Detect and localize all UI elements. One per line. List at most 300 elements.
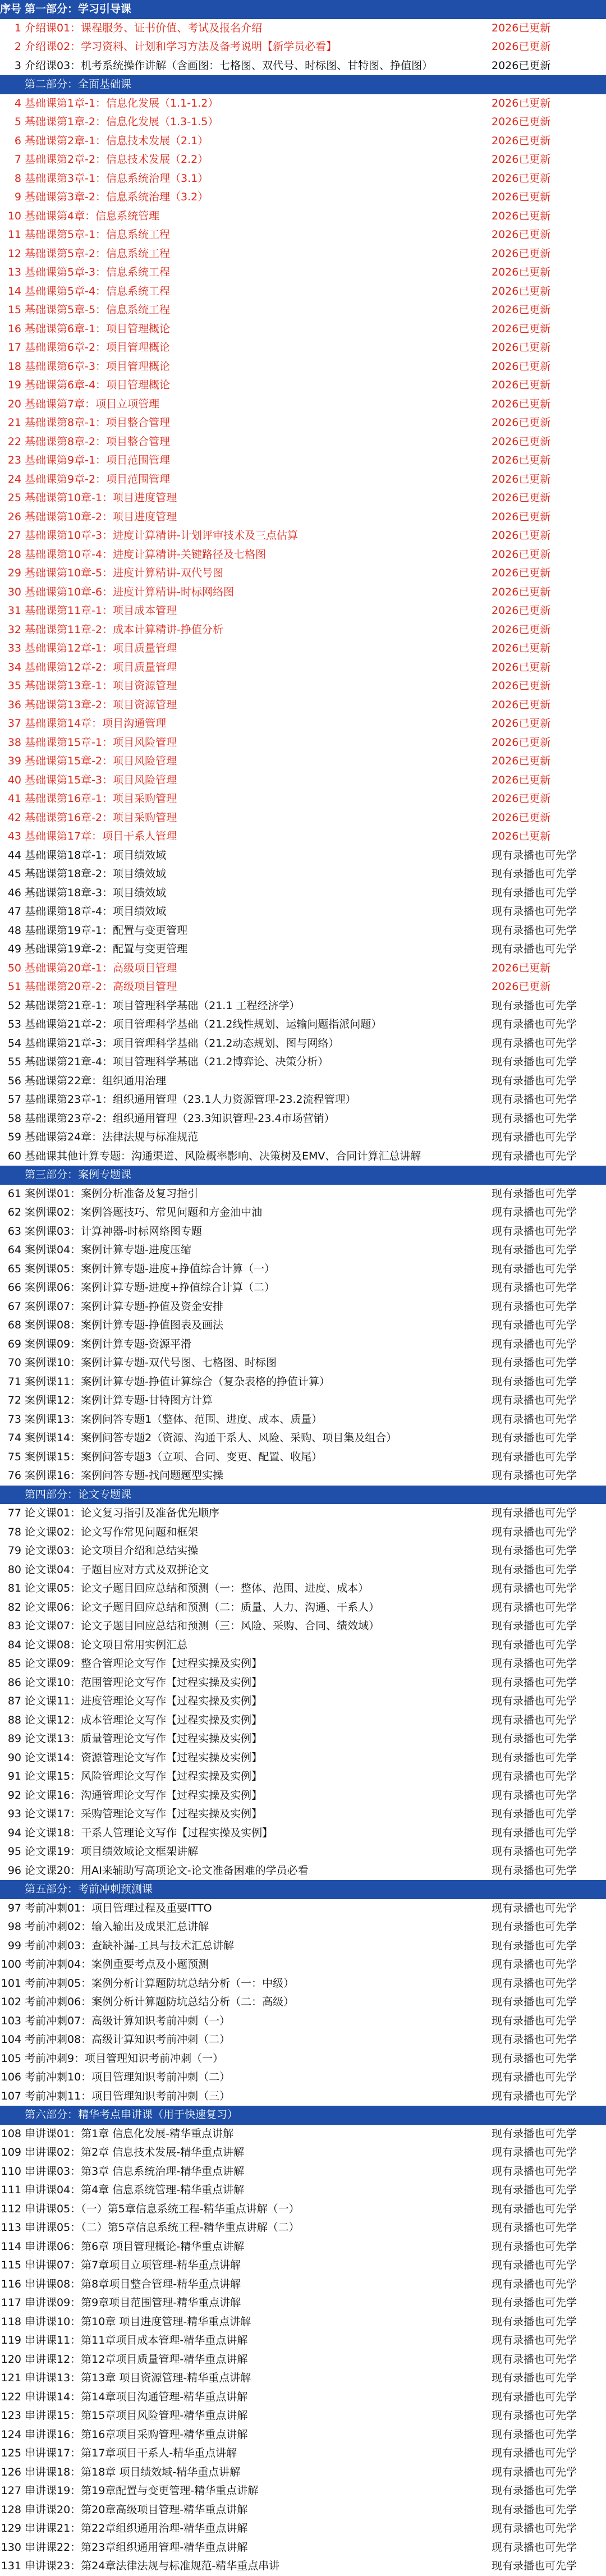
- update-status: 现有录播也可先学: [492, 1770, 577, 1782]
- table-row: [0, 38, 606, 57]
- update-status: 现有录播也可先学: [492, 2522, 577, 2534]
- table-row: [0, 564, 606, 583]
- section-status-spacer: [488, 2106, 606, 2125]
- row-number: 10: [7, 209, 21, 222]
- update-status: 2026已更新: [492, 661, 551, 673]
- row-number: 22: [7, 435, 21, 448]
- course-title: 串讲课05：（一）第5章信息系统工程-精华重点讲解（一）: [25, 2202, 300, 2215]
- row-number: 60: [7, 1149, 21, 1162]
- course-title: 串讲课05：（二）第5章信息系统工程-精华重点讲解（二）: [25, 2221, 300, 2234]
- course-title: 案例课11：案例计算专题-挣值计算综合（复杂表格的挣值计算）: [25, 1375, 330, 1388]
- table-row: [0, 1974, 606, 1993]
- update-status: 现有录播也可先学: [492, 943, 577, 955]
- row-number: 125: [1, 2447, 21, 2459]
- update-status: 2026已更新: [492, 454, 551, 466]
- table-row: [0, 2313, 606, 2332]
- course-title: 案例课09：案例计算专题-资源平滑: [25, 1337, 192, 1350]
- course-title: 基础课第16章-2：项目采购管理: [25, 811, 177, 824]
- table-row: [0, 1072, 606, 1091]
- course-title: 串讲课21：第22章组织通用治理-精华重点讲解: [25, 2522, 248, 2534]
- course-title: 串讲课23：第24章法律法规与标准规范-精华重点串讲: [25, 2560, 280, 2572]
- row-number: 76: [7, 1469, 21, 1482]
- row-number: 63: [7, 1225, 21, 1237]
- section-header: [0, 1166, 606, 1185]
- row-number: 32: [7, 623, 21, 636]
- table-row: [0, 1110, 606, 1129]
- table-row: [0, 1298, 606, 1317]
- row-number: 108: [1, 2127, 21, 2140]
- course-title: 基础课第21章-1：项目管理科学基础（21.1 工程经济学）: [25, 999, 300, 1012]
- section-title: 第四部分：论文专题课: [25, 1488, 132, 1501]
- course-title: 基础课第2章-1：信息技术发展（2.1）: [25, 134, 209, 147]
- course-title: 基础课第9章-2：项目范围管理: [25, 473, 171, 485]
- course-title: 串讲课19：第19章配置与变更管理-精华重点讲解: [25, 2485, 259, 2497]
- row-number: 105: [1, 2052, 21, 2065]
- update-status: 现有录播也可先学: [492, 1676, 577, 1689]
- update-status: 现有录播也可先学: [492, 2315, 577, 2328]
- row-number: 85: [7, 1657, 21, 1670]
- row-number: 102: [1, 1996, 21, 2008]
- update-status: 2026已更新: [492, 59, 551, 72]
- course-title: 考前冲刺06：案例分析计算题防坑总结分析（二：高级）: [25, 1996, 295, 2008]
- update-status: 2026已更新: [492, 773, 551, 786]
- course-title: 串讲课22：第23章组织通用管理-精华重点讲解: [25, 2541, 248, 2554]
- table-row: [0, 1899, 606, 1918]
- row-number: 116: [1, 2277, 21, 2290]
- table-row: [0, 2501, 606, 2520]
- course-title: 考前冲刺08：高级计算知识考前冲刺（二）: [25, 2033, 231, 2046]
- course-title: 基础课第21章-3：项目管理科学基础（21.2动态规划、图与网络）: [25, 1037, 339, 1049]
- update-status: 2026已更新: [492, 755, 551, 767]
- update-status: 现有录播也可先学: [492, 2334, 577, 2346]
- update-status: 现有录播也可先学: [492, 1920, 577, 1933]
- course-title: 案例课03：计算神器-时标网络图专题: [25, 1225, 203, 1237]
- table-row: [0, 207, 606, 226]
- row-number: 7: [14, 153, 21, 166]
- update-status: 现有录播也可先学: [492, 1300, 577, 1313]
- course-title: 串讲课08：第8章项目整合管理-精华重点讲解: [25, 2277, 241, 2290]
- update-status: 现有录播也可先学: [492, 1657, 577, 1670]
- table-row: [0, 2238, 606, 2257]
- course-title: 基础课第21章-2：项目管理科学基础（21.2线性规划、运输问题指派问题）: [25, 1018, 382, 1030]
- table-row: [0, 2331, 606, 2350]
- section-title: 第三部分：案例专题课: [25, 1168, 132, 1181]
- update-status: 2026已更新: [492, 698, 551, 711]
- table-row: [0, 2463, 606, 2482]
- row-number: 16: [7, 322, 21, 335]
- course-title: 基础课第5章-2：信息系统工程: [25, 247, 171, 260]
- course-title: 论文课10：范围管理论文写作【过程实操及实例】: [25, 1676, 263, 1689]
- course-title: 基础课第5章-5：信息系统工程: [25, 304, 171, 316]
- update-status: 现有录播也可先学: [492, 1356, 577, 1369]
- update-status: 2026已更新: [492, 285, 551, 297]
- course-title: 案例课10：案例计算专题-双代号图、七格图、时标图: [25, 1356, 277, 1369]
- update-status: 现有录播也可先学: [492, 1638, 577, 1651]
- update-status: 现有录播也可先学: [492, 1469, 577, 1482]
- update-status: 现有录播也可先学: [492, 2127, 577, 2140]
- table-row: [0, 433, 606, 452]
- row-number: 13: [7, 266, 21, 278]
- table-row: [0, 169, 606, 189]
- update-status: 现有录播也可先学: [492, 2089, 577, 2102]
- row-number: 8: [14, 172, 21, 185]
- row-number: 99: [7, 1939, 21, 1952]
- update-status: 现有录播也可先学: [492, 924, 577, 937]
- row-number: 37: [7, 717, 21, 730]
- row-number: 40: [7, 773, 21, 786]
- update-status: 2026已更新: [492, 341, 551, 354]
- course-title: 考前冲刺10：项目管理知识考前冲刺（二）: [25, 2071, 231, 2083]
- update-status: 2026已更新: [492, 134, 551, 147]
- table-row: [0, 2350, 606, 2369]
- update-status: 2026已更新: [492, 153, 551, 166]
- course-title: 基础课第20章-1：高级项目管理: [25, 961, 177, 974]
- course-title: 串讲课20：第20章高级项目管理-精华重点讲解: [25, 2503, 248, 2516]
- update-status: 2026已更新: [492, 830, 551, 842]
- row-number: 115: [1, 2259, 21, 2271]
- update-status: 2026已更新: [492, 397, 551, 410]
- update-status: 现有录播也可先学: [492, 1751, 577, 1764]
- row-number: 65: [7, 1262, 21, 1275]
- update-status: 2026已更新: [492, 322, 551, 335]
- update-status: 2026已更新: [492, 492, 551, 504]
- section-title: 第六部分：精华考点串讲课（用于快速复习）: [25, 2109, 238, 2121]
- row-number: 121: [1, 2372, 21, 2384]
- row-number: 109: [1, 2146, 21, 2158]
- row-number: 87: [7, 1695, 21, 1707]
- row-number: 20: [7, 397, 21, 410]
- course-title: 串讲课18：第18章 项目绩效域-精华重点讲解: [25, 2465, 241, 2478]
- course-title: 基础课第1章-2：信息化发展（1.3-1.5）: [25, 116, 219, 128]
- table-row: [0, 2143, 606, 2162]
- update-status: 现有录播也可先学: [492, 2297, 577, 2309]
- update-status: 现有录播也可先学: [492, 2184, 577, 2196]
- row-number: 84: [7, 1638, 21, 1651]
- table-row: [0, 282, 606, 301]
- table-row: [0, 1147, 606, 1166]
- row-number: 59: [7, 1131, 21, 1143]
- course-title: 基础课第14章：项目沟通管理: [25, 717, 167, 730]
- section-num-spacer: [0, 1486, 25, 1505]
- table-row: [0, 1260, 606, 1279]
- course-title: 案例课06：案例计算专题-进度+挣值综合计算（二）: [25, 1281, 275, 1294]
- course-title: 基础课第21章-4：项目管理科学基础（21.2博弈论、决策分析）: [25, 1056, 329, 1068]
- update-status: 现有录播也可先学: [492, 1187, 577, 1200]
- course-title: 串讲课11：第11章项目成本管理-精华重点讲解: [25, 2334, 248, 2346]
- row-number: 93: [7, 1808, 21, 1820]
- row-number: 44: [7, 849, 21, 861]
- course-title: 基础课第10章-1：项目进度管理: [25, 492, 177, 504]
- table-row: [0, 1090, 606, 1110]
- table-row: [0, 583, 606, 602]
- course-title: 串讲课04：第4章 信息系统管理-精华重点讲解: [25, 2184, 245, 2196]
- update-status: 现有录播也可先学: [492, 1018, 577, 1030]
- course-title: 基础课第3章-1：信息系统治理（3.1）: [25, 172, 209, 185]
- update-status: 现有录播也可先学: [492, 2353, 577, 2366]
- section-num-spacer: [0, 1880, 25, 1899]
- update-status: 现有录播也可先学: [492, 1450, 577, 1463]
- course-title: 基础课第5章-1：信息系统工程: [25, 228, 171, 241]
- section-status-spacer: [488, 1880, 606, 1899]
- course-title: 基础课第13章-1：项目资源管理: [25, 680, 177, 692]
- row-number: 128: [1, 2503, 21, 2516]
- update-status: 现有录播也可先学: [492, 1056, 577, 1068]
- course-title: 基础课第22章：组织通用治理: [25, 1074, 167, 1087]
- table-row: [0, 1542, 606, 1561]
- update-status: 2026已更新: [492, 379, 551, 391]
- row-number: 83: [7, 1620, 21, 1632]
- row-number: 48: [7, 924, 21, 937]
- course-title: 基础课第12章-2：项目质量管理: [25, 661, 177, 673]
- table-row: [0, 1354, 606, 1373]
- row-number: 80: [7, 1563, 21, 1576]
- section-num-spacer: [0, 75, 25, 94]
- table-row: [0, 1993, 606, 2012]
- row-number: 68: [7, 1319, 21, 1331]
- update-status: 现有录播也可先学: [492, 1413, 577, 1425]
- course-title: 论文课13：质量管理论文写作【过程实操及实例】: [25, 1732, 263, 1745]
- table-row: [0, 357, 606, 377]
- update-status: 2026已更新: [492, 529, 551, 542]
- table-row: [0, 602, 606, 621]
- update-status: 2026已更新: [492, 209, 551, 222]
- table-row: [0, 1561, 606, 1580]
- row-number: 98: [7, 1920, 21, 1933]
- table-row: [0, 150, 606, 169]
- row-number: 15: [7, 304, 21, 316]
- row-number: 24: [7, 473, 21, 485]
- update-status: 现有录播也可先学: [492, 2560, 577, 2572]
- update-status: 2026已更新: [492, 304, 551, 316]
- table-row: [0, 1692, 606, 1711]
- table-row: [0, 771, 606, 790]
- table-row: [0, 2275, 606, 2294]
- row-number: 104: [1, 2033, 21, 2046]
- row-number: 86: [7, 1676, 21, 1689]
- update-status: 现有录播也可先学: [492, 1864, 577, 1877]
- table-row: [0, 1955, 606, 1974]
- course-title: 案例课15：案例问答专题3（立项、合同、变更、配置、收尾）: [25, 1450, 323, 1463]
- update-status: 现有录播也可先学: [492, 2503, 577, 2516]
- row-number: 14: [7, 285, 21, 297]
- table-row: [0, 997, 606, 1016]
- course-title: 案例课16：案例问答专题-找问题题型实操: [25, 1469, 224, 1482]
- course-title: 论文课03：论文项目介绍和总结实操: [25, 1544, 199, 1557]
- course-title: 串讲课16：第16章项目采购管理-精华重点讲解: [25, 2428, 248, 2441]
- row-number: 31: [7, 604, 21, 617]
- row-number: 81: [7, 1582, 21, 1594]
- course-title: 论文课02：论文写作常见问题和框架: [25, 1525, 199, 1538]
- table-row: [0, 1711, 606, 1730]
- update-status: 2026已更新: [492, 40, 551, 53]
- table-row: [0, 1504, 606, 1523]
- update-status: 2026已更新: [492, 736, 551, 749]
- table-row: [0, 526, 606, 546]
- table-row: [0, 1391, 606, 1410]
- row-number: 110: [1, 2165, 21, 2178]
- row-number: 127: [1, 2485, 21, 2497]
- update-status: 现有录播也可先学: [492, 1281, 577, 1294]
- row-number: 88: [7, 1713, 21, 1726]
- update-status: 现有录播也可先学: [492, 2014, 577, 2027]
- table-row: [0, 245, 606, 264]
- row-number: 41: [7, 792, 21, 805]
- row-number: 28: [7, 548, 21, 561]
- table-row: [0, 2200, 606, 2219]
- table-row: [0, 2181, 606, 2200]
- table-row: [0, 1805, 606, 1824]
- course-title: 论文课04：子题目应对方式及双拼论文: [25, 1563, 209, 1576]
- course-title: 案例课02：案例答题技巧、常见问题和方金油中油: [25, 1206, 263, 1218]
- row-number: 33: [7, 642, 21, 654]
- table-row: [0, 809, 606, 828]
- update-status: 现有录播也可先学: [492, 2390, 577, 2403]
- update-status: 现有录播也可先学: [492, 1337, 577, 1350]
- course-title: 串讲课03：第3章 信息系统治理-精华重点讲解: [25, 2165, 245, 2178]
- course-title: 论文课15：风险管理论文写作【过程实操及实例】: [25, 1770, 263, 1782]
- table-row: [0, 959, 606, 978]
- table-row: [0, 94, 606, 113]
- table-row: [0, 2519, 606, 2538]
- table-row: [0, 1842, 606, 1862]
- update-status: 现有录播也可先学: [492, 849, 577, 861]
- course-title: 串讲课12：第12章项目质量管理-精华重点讲解: [25, 2353, 248, 2366]
- update-status: 现有录播也可先学: [492, 1262, 577, 1275]
- course-title: 论文课19：项目绩效域论文框架讲解: [25, 1845, 199, 1858]
- table-row: [0, 846, 606, 865]
- update-status: 2026已更新: [492, 21, 551, 34]
- course-title: 基础课第15章-3：项目风险管理: [25, 773, 177, 786]
- table-row: [0, 639, 606, 658]
- update-status: 现有录播也可先学: [492, 1789, 577, 1802]
- update-status: 现有录播也可先学: [492, 1074, 577, 1087]
- row-number: 126: [1, 2465, 21, 2478]
- row-number: 52: [7, 999, 21, 1012]
- row-number: 39: [7, 755, 21, 767]
- table-row: [0, 2125, 606, 2144]
- update-status: 现有录播也可先学: [492, 2465, 577, 2478]
- course-title: 串讲课10：第10章 项目进度管理-精华重点讲解: [25, 2315, 251, 2328]
- update-status: 现有录播也可先学: [492, 2240, 577, 2253]
- course-title: 基础课第11章-2：成本计算精讲-挣值分析: [25, 623, 223, 636]
- table-row: [0, 2219, 606, 2238]
- table-row: [0, 978, 606, 997]
- update-status: 现有录播也可先学: [492, 1808, 577, 1820]
- update-status: 现有录播也可先学: [492, 868, 577, 880]
- row-number: 18: [7, 360, 21, 373]
- update-status: 现有录播也可先学: [492, 1037, 577, 1049]
- table-row: [0, 451, 606, 470]
- row-number: 89: [7, 1732, 21, 1745]
- row-number: 49: [7, 943, 21, 955]
- course-title: 考前冲刺11：项目管理知识考前冲刺（三）: [25, 2089, 231, 2102]
- course-title: 案例课14：案例问答专题2（资源、沟通干系人、风险、采购、项目集及组合）: [25, 1432, 397, 1444]
- update-status: 现有录播也可先学: [492, 1525, 577, 1538]
- course-title: 基础课第5章-4：信息系统工程: [25, 285, 171, 297]
- course-title: 论文课16：沟通管理论文写作【过程实操及实例】: [25, 1789, 263, 1802]
- section-status-spacer: [488, 0, 606, 19]
- row-number: 69: [7, 1337, 21, 1350]
- update-status: 2026已更新: [492, 642, 551, 654]
- row-number: 9: [14, 191, 21, 203]
- header-num-label: 序号: [0, 3, 22, 15]
- table-row: [0, 1373, 606, 1392]
- course-title: 基础课第8章-1：项目整合管理: [25, 416, 171, 429]
- table-row: [0, 1466, 606, 1486]
- update-status: 现有录播也可先学: [492, 2033, 577, 2046]
- table-row: [0, 2538, 606, 2557]
- course-title: 考前冲刺05：案例分析计算题防坑总结分析（一：中级）: [25, 1977, 295, 1990]
- course-title: 串讲课09：第9章项目范围管理-精华重点讲解: [25, 2297, 241, 2309]
- update-status: 现有录播也可先学: [492, 1582, 577, 1594]
- table-row: [0, 1429, 606, 1448]
- course-title: 基础课第6章-1：项目管理概论: [25, 322, 171, 335]
- update-status: 现有录播也可先学: [492, 1977, 577, 1990]
- table-row: [0, 1579, 606, 1598]
- table-row: [0, 1053, 606, 1072]
- row-number: 123: [1, 2409, 21, 2422]
- table-row: [0, 1523, 606, 1542]
- table-row: [0, 301, 606, 320]
- section-title: 第二部分：全面基础课: [25, 78, 132, 90]
- table-row: [0, 1034, 606, 1053]
- row-number: 64: [7, 1244, 21, 1256]
- row-number: 96: [7, 1864, 21, 1877]
- update-status: 现有录播也可先学: [492, 1695, 577, 1707]
- update-status: 2026已更新: [492, 191, 551, 203]
- course-title: 基础课第20章-2：高级项目管理: [25, 980, 177, 993]
- update-status: 现有录播也可先学: [492, 886, 577, 899]
- table-row: [0, 338, 606, 357]
- row-number: 1: [14, 21, 21, 34]
- course-title: 论文课08：论文项目常用实例汇总: [25, 1638, 188, 1651]
- course-title: 论文课01：论文复习指引及准备优先顺序: [25, 1507, 220, 1519]
- course-title: 基础课第18章-1：项目绩效域: [25, 849, 167, 861]
- course-title: 论文课05：论文子题目回应总结和预测（一：整体、范围、进度、成本）: [25, 1582, 369, 1594]
- table-row: [0, 2087, 606, 2106]
- row-number: 19: [7, 379, 21, 391]
- course-title: 基础课第5章-3：信息系统工程: [25, 266, 171, 278]
- row-number: 67: [7, 1300, 21, 1313]
- row-number: 107: [1, 2089, 21, 2102]
- row-number: 114: [1, 2240, 21, 2253]
- course-title: 基础课第6章-4：项目管理概论: [25, 379, 171, 391]
- update-status: 现有录播也可先学: [492, 1149, 577, 1162]
- update-status: 现有录播也可先学: [492, 2447, 577, 2459]
- table-row: [0, 1241, 606, 1260]
- course-title: 考前冲刺04：案例重要考点及小题预测: [25, 1958, 209, 1970]
- table-row: [0, 1316, 606, 1335]
- course-title: 串讲课01：第1章 信息化发展-精华重点讲解: [25, 2127, 234, 2140]
- course-title: 基础课第17章：项目干系人管理: [25, 830, 177, 842]
- table-row: [0, 1015, 606, 1034]
- row-number: 73: [7, 1413, 21, 1425]
- course-title: 串讲课02：第2章 信息技术发展-精华重点讲解: [25, 2146, 245, 2158]
- table-row: [0, 1918, 606, 1937]
- table-row: [0, 2012, 606, 2031]
- row-number: 91: [7, 1770, 21, 1782]
- update-status: 2026已更新: [492, 116, 551, 128]
- course-title: 基础课第7章：项目立项管理: [25, 397, 160, 410]
- row-number: 78: [7, 1525, 21, 1538]
- table-row: [0, 922, 606, 941]
- course-title: 论文课20：用AI来辅助写高项论文-论文准备困难的学员必看: [25, 1864, 309, 1877]
- row-number: 129: [1, 2522, 21, 2534]
- update-status: 现有录播也可先学: [492, 2221, 577, 2234]
- row-number: 53: [7, 1018, 21, 1030]
- table-row: [0, 376, 606, 395]
- section-header: [0, 75, 606, 94]
